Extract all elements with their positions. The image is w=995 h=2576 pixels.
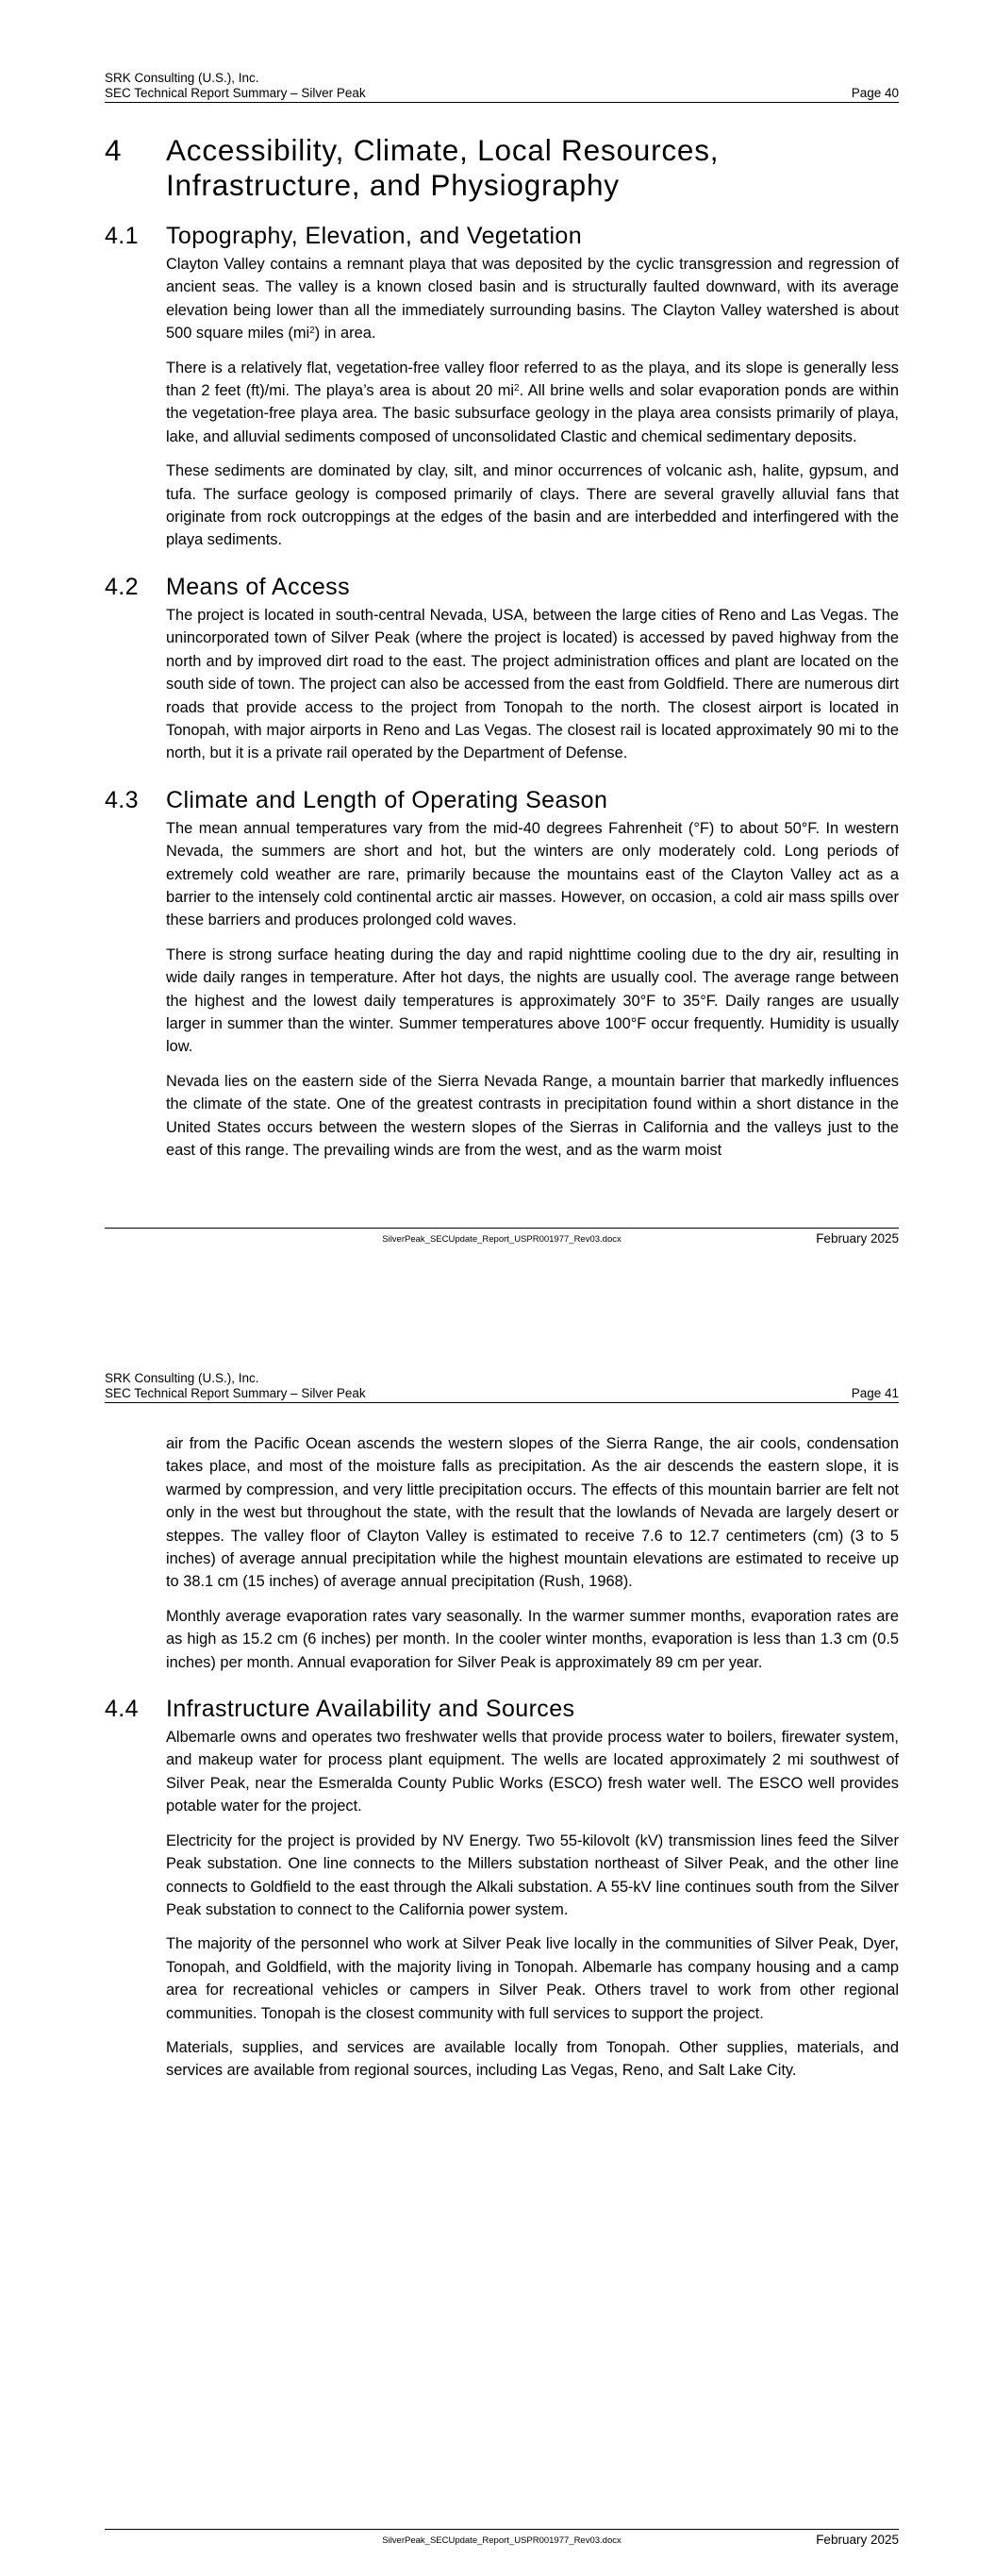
section-title: Topography, Elevation, and Vegetation bbox=[166, 223, 583, 249]
header-company: SRK Consulting (U.S.), Inc. bbox=[105, 1371, 259, 1385]
page-content bbox=[105, 1432, 899, 2103]
footer-date: February 2025 bbox=[816, 1231, 899, 1246]
header-page-number: Page 41 bbox=[851, 1386, 899, 1400]
page-41 bbox=[0, 1300, 995, 2576]
page-header bbox=[105, 71, 899, 103]
section-number: 4.2 bbox=[105, 573, 139, 600]
section-heading bbox=[105, 1695, 899, 1723]
header-report-title: SEC Technical Report Summary – Silver Peak bbox=[105, 1386, 366, 1400]
paragraph: Albemarle owns and operates two freshwater wells that provide process water to boilers, firewater system, and makeup water for process plant equipment. The wells are located approximately 2 mi southwest of Silver Peak, near the Esmeralda County Public Works (ESCO) fresh water well. The ESCO well provides potable water for the project. bbox=[166, 1729, 899, 1815]
section-number: 4.4 bbox=[105, 1696, 139, 1723]
page-footer bbox=[105, 2529, 899, 2549]
footer-filename: SilverPeak_SECUpdate_Report_USPR001977_Rev03.docx bbox=[382, 1234, 622, 1245]
header-report-title: SEC Technical Report Summary – Silver Peak bbox=[105, 86, 366, 100]
paragraph: Electricity for the project is provided by NV Energy. Two 55-kilovolt (kV) transmission lines feed the Silver Peak substation. One line connects to the Millers substation northeast of Silver Peak, and the other line connects to Goldfield to the east through the Alkali substation. A 55-kV line continues south from the Silver Peak substation to connect to the California power system. bbox=[166, 1832, 899, 1918]
section-4-2 bbox=[105, 573, 899, 765]
footer-filename: SilverPeak_SECUpdate_Report_USPR001977_Rev03.docx bbox=[382, 2535, 622, 2546]
paragraph: The majority of the personnel who work at Silver Peak live locally in the communities of Silver Peak, Dyer, Tonopah, and Goldfield, with the majority living in Tonopah. Albemarle has company housing and a camp area for recreational vehicles or campers in Silver Peak. Others travel to work from other regional communities. Tonopah is the closest community with full services to support the project. bbox=[166, 1935, 899, 2022]
paragraph: Materials, supplies, and services are available locally from Tonopah. Other supplies, materials, and services are available from regional sources, including Las Vegas, Reno, and Salt Lake City. bbox=[166, 2038, 899, 2080]
section-4-3 bbox=[105, 786, 899, 1163]
chapter-heading bbox=[105, 133, 899, 203]
paragraph: air from the Pacific Ocean ascends the western slopes of the Sierra Range, the air cools, condensation takes place, and most of the moisture falls as precipitation. As the air descends the eastern slope, it is warmed by compression, and very little precipitation occurs. The effects of this mountain barrier are felt not only in the west but throughout the state, with the result that the lowlands of Nevada are largely desert or steppes. The valley floor of Clayton Valley is estimated to receive 7.6 to 12.7 centimeters (cm) (3 to 5 inches) of average annual precipitation while the highest mountain elevations are estimated to receive up to 38.1 cm (15 inches) of average annual precipitation (Rush, 1968). bbox=[166, 1435, 899, 1591]
chapter-title: Accessibility, Climate, Local Resources, Infrastructure, and Physiography bbox=[166, 133, 720, 202]
page-footer bbox=[105, 1228, 899, 1247]
paragraph: Clayton Valley contains a remnant playa that was deposited by the cyclic transgression and regression of ancient seas. The valley is a known closed basin and is structurally faulted downward, with its average elevation being lower than all the immediately surrounding basins. The Clayton Valley watershed is about 500 square miles $(mi^2)$ in area. bbox=[166, 256, 899, 343]
footer-date: February 2025 bbox=[816, 2533, 899, 2547]
page-content bbox=[105, 133, 899, 1182]
section-number: 4.1 bbox=[105, 223, 139, 249]
paragraph: There is strong surface heating during the day and rapid nighttime cooling due to the dry air, resulting in wide daily ranges in temperature. After hot days, the nights are usually cool. The average range between the highest and the lowest daily temperatures is approximately 30°F to 35°F. Daily ranges are usually larger in summer than the winter. Summer temperatures above 100°F occur frequently. Humidity is usually low. bbox=[166, 945, 899, 1056]
section-heading bbox=[105, 573, 899, 601]
section-title: Infrastructure Availability and Sources bbox=[166, 1696, 575, 1723]
section-number: 4.3 bbox=[105, 786, 139, 813]
section-4-3-continued bbox=[105, 1432, 899, 1674]
section-heading bbox=[105, 222, 899, 250]
header-company: SRK Consulting (U.S.), Inc. bbox=[105, 71, 259, 85]
paragraph: The mean annual temperatures vary from the mid-40 degrees Fahrenheit (°F) to about 50°F. In western Nevada, the summers are short and hot, but the winters are only moderately cold. Long periods of extremely cold weather are rare, primarily because the mountains east of the Clayton Valley act as a barrier to the intensely cold continental arctic air masses. However, on occasion, a cold air mass spills over these barriers and produces prolonged cold waves. bbox=[166, 819, 899, 929]
paragraph: Nevada lies on the eastern side of the Sierra Nevada Range, a mountain barrier that markedly influences the climate of the state. One of the greatest contrasts in precipitation found within a short distance in the United States occurs between the western slopes of the Sierras in California and the valleys just to the east of this range. The prevailing winds are from the west, and as the warm moist bbox=[166, 1072, 899, 1159]
paragraph: There is a relatively flat, vegetation-free valley floor referred to as the playa, and its slope is generally less than 2 feet (ft)/mi. The playa’s area is about 20 $mi^2$. All brine wells and solar evaporation ponds are within the vegetation-free playa area. The basic subsurface geology in the playa area consists primarily of playa, lake, and alluvial sediments composed of unconsolidated Clastic and chemical sedimentary deposits. bbox=[166, 359, 900, 445]
section-title: Means of Access bbox=[166, 573, 350, 600]
page-header bbox=[105, 1371, 899, 1403]
section-heading bbox=[105, 786, 899, 814]
paragraph: These sediments are dominated by clay, silt, and minor occurrences of volcanic ash, halite, gypsum, and tufa. The surface geology is composed primarily of clays. There are several gravelly alluvial fans that originate from rock outcroppings at the edges of the basin and are interbedded and interfingered with the playa sediments. bbox=[166, 462, 899, 549]
section-title: Climate and Length of Operating Season bbox=[166, 786, 608, 813]
paragraph: Monthly average evaporation rates vary seasonally. In the warmer summer months, evaporation rates are as high as 15.2 cm (6 inches) per month. In the cooler winter months, evaporation is less than 1.3 cm (0.5 inches) per month. Annual evaporation for Silver Peak is approximately 89 cm per year. bbox=[166, 1607, 899, 1671]
section-4-4 bbox=[105, 1695, 899, 2083]
section-4-1 bbox=[105, 222, 899, 552]
header-page-number: Page 40 bbox=[851, 86, 899, 100]
paragraph: The project is located in south-central Nevada, USA, between the large cities of Reno and Las Vegas. The unincorporated town of Silver Peak (where the project is located) is accessed by paved highway from the north and by improved dirt road to the east. The project administration offices and plant are located on the south side of town. The project can also be accessed from the east from Goldfield. There are numerous dirt roads that provide access to the project from Tonopah to the north. The closest airport is located in Tonopah, with major airports in Reno and Las Vegas. The closest rail is located approximately 90 mi to the north, but it is a private rail operated by the Department of Defense. bbox=[166, 606, 899, 762]
chapter-number: 4 bbox=[105, 133, 123, 167]
